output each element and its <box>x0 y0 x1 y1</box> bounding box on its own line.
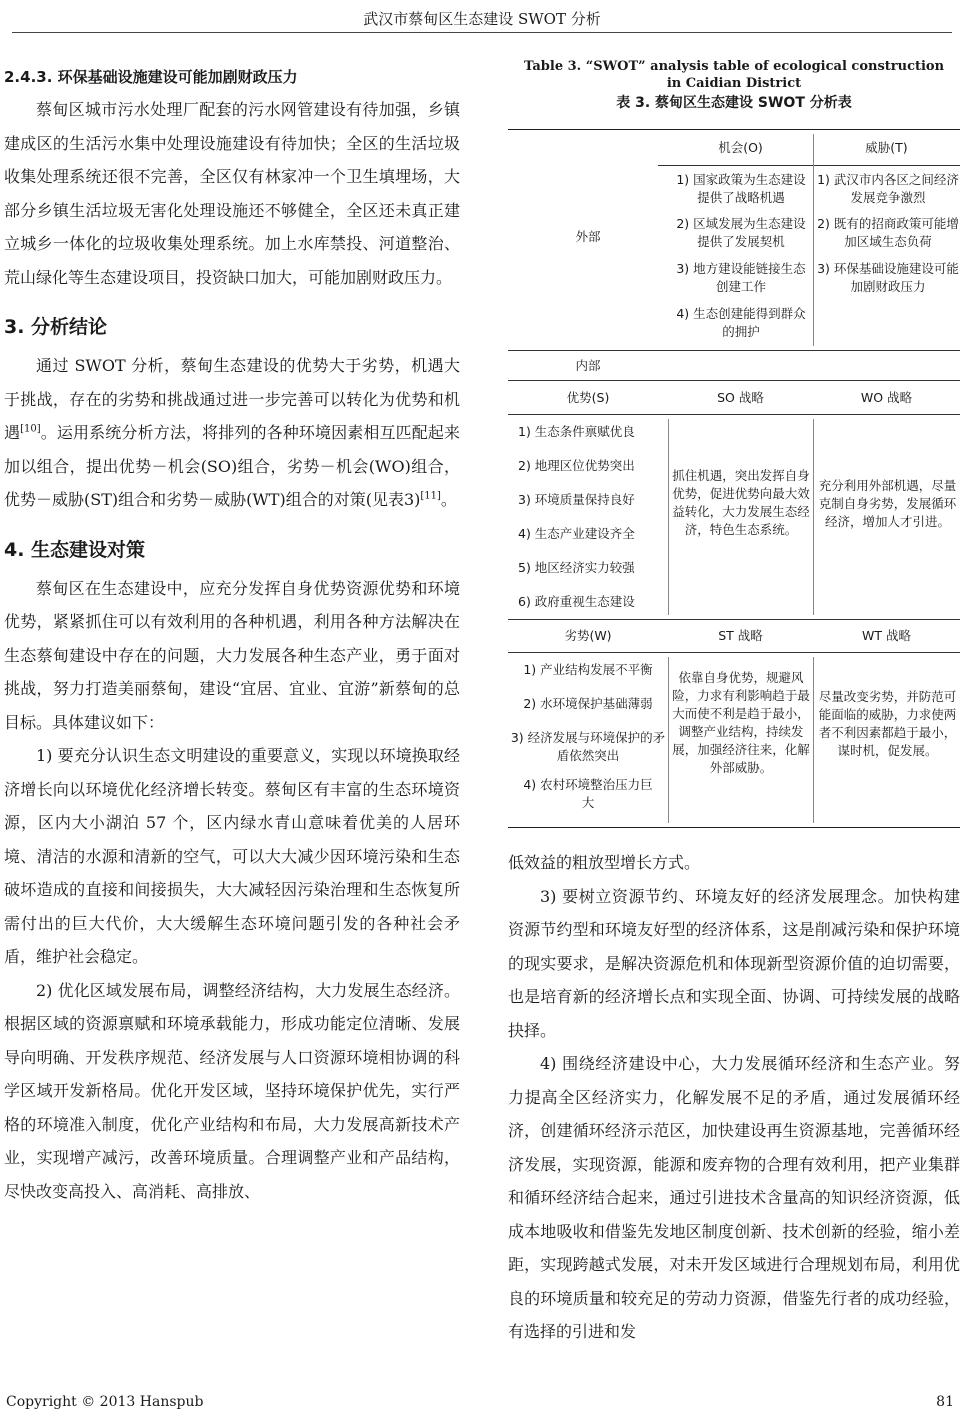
weakness-3: 3) 经济发展与环境保护的矛盾依然突出 <box>510 730 666 763</box>
table-top-rule <box>508 129 960 130</box>
so-header: SO 战略 <box>717 390 764 405</box>
citation-10: [10] <box>20 423 41 435</box>
st-header: ST 战略 <box>718 628 763 643</box>
subsection-title: 2.4.3. 环保基础设施建设可能加剧财政压力 <box>4 68 298 86</box>
strength-2: 2) 地理区位优势突出 <box>518 458 635 473</box>
recommendation-2: 2) 优化区域发展布局，调整经济结构，大力发展生态经济。根据区域的资源禀赋和环境承载能力，形成功能定位清晰、发展导向明确、开发秩序规范、经济发展与人口资源环境相协调的科学区域开发新格局。优化开发区域，坚持环境保护优先，实行严格的环境准入制度，优化产业结构和布局，大力发展高新技术产业，实现增产减污，改善环境质量。合理调整产业和产品结构，尽快改变高投入、高消耗、高排放、 <box>4 980 460 1201</box>
table-caption-zh: 表 3. 蔡甸区生态建设 SWOT 分析表 <box>616 95 852 111</box>
running-header: 武汉市蔡甸区生态建设 SWOT 分析 <box>363 10 601 28</box>
page-number: 81 <box>936 1394 954 1410</box>
threat-1: 1) 武汉市内各区之间经济发展竞争激烈 <box>817 172 959 205</box>
section-3-title: 3. 分析结论 <box>4 316 108 338</box>
table-bottom-rule <box>508 827 960 828</box>
section-3-text-c: 。 <box>440 490 457 509</box>
table-vline-w-st <box>668 657 669 823</box>
threat-2: 2) 既有的招商政策可能增加区域生态负荷 <box>817 216 959 249</box>
table-caption-en-1: Table 3. “SWOT” analysis table of ecological construction <box>523 59 945 74</box>
table-caption-en-2: in Caidian District <box>666 76 802 91</box>
internal-label: 内部 <box>575 358 601 373</box>
table-vline-so-wo <box>813 419 814 615</box>
citation-11: [11] <box>420 490 441 502</box>
table-rule-w-header-bottom <box>508 652 960 653</box>
strength-4: 4) 生态产业建设齐全 <box>518 526 635 541</box>
opportunity-4: 4) 生态创建能得到群众的拥护 <box>676 306 806 339</box>
so-strategy: 抓住机遇，突出发挥自身优势，促进优势向最大效益转化，大力发展生态经济，特色生态系统。 <box>672 468 810 537</box>
opportunity-3: 3) 地方建设能链接生态创建工作 <box>676 261 806 294</box>
table-vline-s-so <box>668 419 669 615</box>
section-3-text-a: 通过 SWOT 分析，蔡甸生态建设的优势大于劣势，机遇大于挑战，存在的劣势和挑战通过进一步完善可以转化为优势和机遇 <box>4 356 460 442</box>
opportunity-1: 1) 国家政策为生态建设提供了战略机遇 <box>676 172 806 205</box>
section-3-text-b: 。运用系统分析方法，将排列的各种环境因素相互匹配起来加以组合，提出优势－机会(SO)组合，劣势－机会(WO)组合，优势－威胁(ST)组合和劣势－威胁(WT)组合的对策(见表3) <box>4 423 460 509</box>
opportunity-header: 机会(O) <box>718 140 763 155</box>
subsection-paragraph: 蔡甸区城市污水处理厂配套的污水网管建设有待加强，乡镇建成区的生活污水集中处理设施建设有待加快；全区的生活垃圾收集处理系统还很不完善，全区仅有林家冲一个卫生填埋场，大部分乡镇生活垃圾无害化处理设施还不够健全，全区还未真正建立城乡一体化的垃圾收集处理系统。加上水库禁投、河道整治、荒山绿化等生态建设项目，投资缺口加大，可能加剧财政压力。 <box>4 100 460 287</box>
recommendation-1: 1) 要充分认识生态文明建设的重要意义，实现以环境换取经济增长向以环境优化经济增长转变。蔡甸区有丰富的生态环境资源，区内大小湖泊 57 个，区内绿水青山意味着优美的人居环境、清洁的水源和清新的空气，可以大大减少因环境污染和生态破坏造成的直接和间接损失，大大减轻因污染治理和生态恢复所需付出的巨大代价，大大缓解生态环境问题引发的各种社会矛盾，维护社会稳定。 <box>4 746 460 966</box>
wo-strategy: 充分利用外部机遇，尽量克制自身劣势，发展循环经济，增加人才引进。 <box>818 478 957 529</box>
threat-header: 威胁(T) <box>865 140 908 155</box>
right-column-text <box>508 846 960 1349</box>
swot-table <box>508 129 960 828</box>
table-rule-s-header-top <box>508 380 960 381</box>
table-rule-o-t <box>658 165 960 166</box>
wt-header: WT 战略 <box>862 628 911 643</box>
strength-header: 优势(S) <box>566 390 610 405</box>
section-3-paragraph <box>4 349 460 517</box>
section-4-title: 4. 生态建设对策 <box>4 538 146 561</box>
weakness-1: 1) 产业结构发展不平衡 <box>523 662 653 677</box>
wo-header: WO 战略 <box>860 390 913 405</box>
st-strategy: 依靠自身优势，规避风险，力求有利影响趋于最大而使不利是趋于最小，调整产业结构，持续发展，加强经济往来，化解外部威胁。 <box>672 670 810 775</box>
weakness-4: 4) 农村环境整治压力巨大 <box>523 777 653 810</box>
strength-5: 5) 地区经济实力较强 <box>518 560 635 575</box>
threat-3: 3) 环保基础设施建设可能加剧财政压力 <box>817 261 959 294</box>
continuation-text: 低效益的粗放型增长方式。 <box>508 853 701 872</box>
footer-copyright: Copyright © 2013 Hanspub <box>6 1394 204 1410</box>
table-rule-internal <box>508 350 960 351</box>
strength-1: 1) 生态条件禀赋优良 <box>518 424 635 439</box>
table-rule-w-header-top <box>508 619 960 620</box>
table-caption <box>508 58 960 114</box>
weakness-2: 2) 水环境保护基础薄弱 <box>523 696 653 711</box>
weakness-header: 劣势(W) <box>564 628 612 643</box>
external-label: 外部 <box>575 229 601 244</box>
table-rule-s-header-bottom <box>508 414 960 415</box>
section-4-paragraph: 蔡甸区在生态建设中，应充分发挥自身优势资源优势和环境优势，紧紧抓住可以有效利用的各种机遇，利用各种方法解决在生态蔡甸建设中存在的问题，大力发展各种生态产业，勇于面对挑战，努力打造美丽蔡甸，建设“宜居、宜业、宜游”新蔡甸的总目标。具体建议如下： <box>4 578 460 732</box>
opportunity-2: 2) 区域发展为生态建设提供了发展契机 <box>676 216 806 249</box>
wt-strategy: 尽量改变劣势，并防范可能面临的威胁，力求使两者不利因素都趋于最小，谋时机，促发展。 <box>818 689 957 758</box>
strength-6: 6) 政府重视生态建设 <box>518 594 635 609</box>
left-column <box>4 58 460 1208</box>
table-vline-ot <box>813 134 814 346</box>
strength-3: 3) 环境质量保持良好 <box>518 492 635 507</box>
header-rule <box>12 32 952 33</box>
recommendation-4: 4) 围绕经济建设中心，大力发展循环经济和生态产业。努力提高全区经济实力，化解发展不足的矛盾，通过发展循环经济，创建循环经济示范区，加快建设再生资源基地，完善循环经济发展，实现资源，能源和废弃物的合理有效利用，把产业集群和循环经济结合起来，通过引进技术含量高的知识经济资源，低成本地吸收和借鉴先发地区制度创新、技术创新的经验，缩小差距，实现跨越式发展，对未开发区域进行合理规划布局，利用优良的环境质量和较充足的劳动力资源，借鉴先行者的成功经验，有选择的引进和发 <box>508 1054 960 1341</box>
table-vline-st-wt <box>813 657 814 823</box>
recommendation-3: 3) 要树立资源节约、环境友好的经济发展理念。加快构建资源节约型和环境友好型的经济体系，这是削减污染和保护环境的现实要求，是解决资源危机和体现新型资源价值的迫切需要，也是培育新的经济增长点和实现全面、协调、可持续发展的战略抉择。 <box>508 886 960 1040</box>
